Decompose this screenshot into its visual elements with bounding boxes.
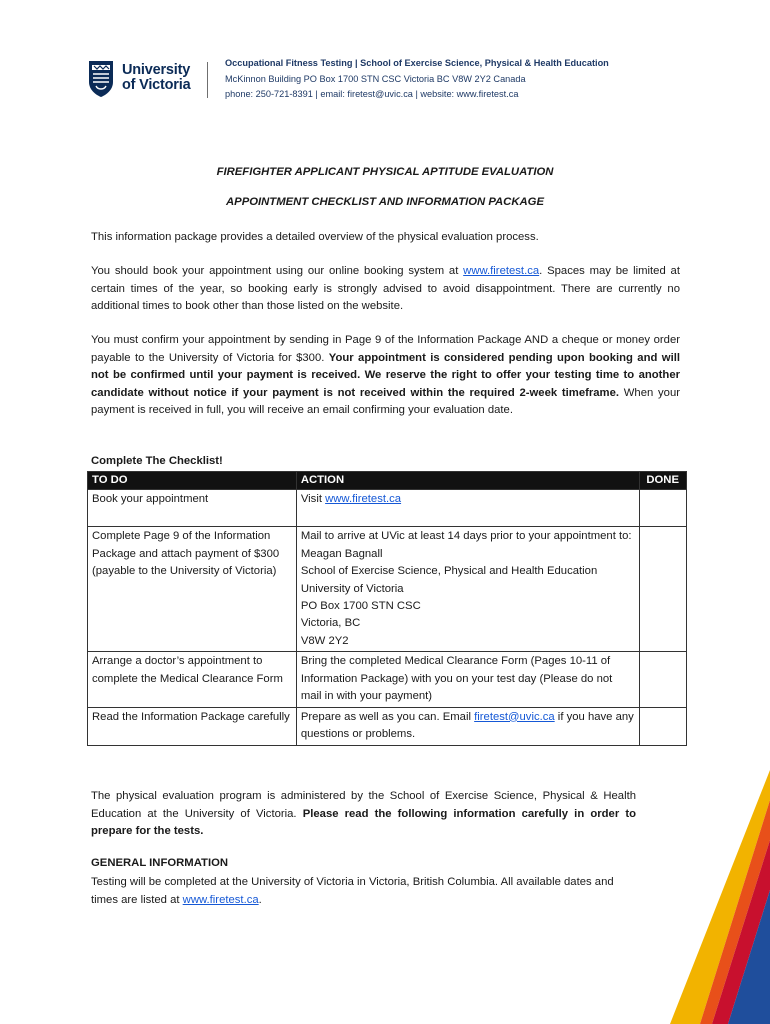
email-link[interactable]: firetest@uvic.ca <box>474 710 555 723</box>
header-department: Occupational Fitness Testing | School of Exercise Science, Physical & Health Education <box>225 58 609 68</box>
action-text-after: if you have any questions or problems. <box>300 710 634 741</box>
checklist-row <box>88 490 687 527</box>
checklist-header-row <box>88 472 687 490</box>
checklist-row <box>88 707 687 745</box>
done-checkbox-cell[interactable] <box>640 652 687 707</box>
action-line: School of Exercise Science, Physical and Health Education <box>300 565 598 578</box>
header-contact: phone: 250-721-8391 | email: firetest@uvic.ca | website: www.firetest.ca <box>225 89 519 99</box>
header-address: McKinnon Building PO Box 1700 STN CSC Victoria BC V8W 2Y2 Canada <box>225 74 526 84</box>
column-header-action: ACTION <box>296 472 639 490</box>
todo-cell: Read the Information Package carefully <box>88 707 297 745</box>
action-cell <box>296 490 639 527</box>
action-cell <box>296 527 639 652</box>
action-line: Meagan Bagnall <box>300 547 383 560</box>
crest-icon <box>88 60 114 98</box>
column-header-done: DONE <box>640 472 687 490</box>
action-cell: Bring the completed Medical Clearance Form (Pages 10-11 of Information Package) with you on your test day (Please do not mail in with your payment) <box>296 652 639 707</box>
action-text: Prepare as well as you can. Email <box>300 710 475 723</box>
action-line: University of Victoria <box>300 582 404 595</box>
checklist-row <box>88 652 687 707</box>
logo-line-2: of Victoria <box>122 77 191 93</box>
decorative-stripes <box>600 760 770 1024</box>
program-bold-text: Please read the following information carefully in order to prepare for the tests. <box>91 807 636 838</box>
action-line: V8W 2Y2 <box>300 634 349 647</box>
checklist-table <box>87 471 687 746</box>
booking-text-after: . Spaces may be limited at certain times of the year, so booking early is strongly advised to avoid disappointment. There are currently no additional times to book other than those listed on the website. <box>91 265 680 313</box>
action-line: Mail to arrive at UVic at least 14 days prior to your appointment to: <box>300 530 632 543</box>
todo-cell: Book your appointment <box>88 490 297 527</box>
program-text: The physical evaluation program is administered by the School of Exercise Science, Physical & Health Education at the University of Victoria. <box>91 790 636 820</box>
logo-line-1: University <box>122 62 191 78</box>
action-text: Visit <box>300 493 326 506</box>
checklist-row <box>88 527 687 652</box>
general-information-heading: GENERAL INFORMATION <box>91 857 229 869</box>
booking-link[interactable]: www.firetest.ca <box>463 265 540 277</box>
done-checkbox-cell[interactable] <box>640 527 687 652</box>
general-text-after: . <box>258 893 262 906</box>
todo-cell: Arrange a doctor’s appointment to complete the Medical Clearance Form <box>88 652 297 707</box>
logo-wordmark <box>122 63 190 93</box>
booking-text: You should book your appointment using our online booking system at <box>91 265 464 277</box>
action-line: Victoria, BC <box>300 617 361 630</box>
document-subtitle: APPOINTMENT CHECKLIST AND INFORMATION PACKAGE <box>226 196 544 208</box>
general-link[interactable]: www.firetest.ca <box>182 893 259 906</box>
action-line: PO Box 1700 STN CSC <box>300 600 421 613</box>
firetest-link[interactable]: www.firetest.ca <box>325 493 402 506</box>
booking-paragraph <box>91 263 680 316</box>
checklist-heading: Complete The Checklist! <box>91 455 223 467</box>
intro-paragraph: This information package provides a detailed overview of the physical evaluation process. <box>91 231 539 243</box>
document-title: FIREFIGHTER APPLICANT PHYSICAL APTITUDE EVALUATION <box>216 166 554 178</box>
confirm-bold-text: Your appointment is considered pending upon booking and will not be confirmed until your payment is received. We reserve the right to offer your testing time to another candidate without notice if your payment is not received within the required 2-week timeframe. <box>91 351 680 399</box>
todo-cell: Complete Page 9 of the Information Package and attach payment of $300 (payable to the University of Victoria) <box>88 527 297 652</box>
general-text: Testing will be completed at the University of Victoria in Victoria, British Columbia. All available dates and times are listed at <box>91 876 614 906</box>
general-information-paragraph <box>91 874 636 909</box>
confirm-paragraph <box>91 332 680 420</box>
confirm-text-after: When your payment is received in full, you will receive an email confirming your evaluation date. <box>91 386 680 417</box>
university-logo <box>88 60 208 100</box>
program-paragraph <box>91 788 636 841</box>
confirm-text: You must confirm your appointment by sending in Page 9 of the Information Package AND a cheque or money order payable to the University of Victoria for $300. <box>91 334 680 364</box>
action-cell <box>296 707 639 745</box>
done-checkbox-cell[interactable] <box>640 707 687 745</box>
column-header-todo: TO DO <box>88 472 297 490</box>
done-checkbox-cell[interactable] <box>640 490 687 527</box>
header-divider <box>207 62 208 98</box>
